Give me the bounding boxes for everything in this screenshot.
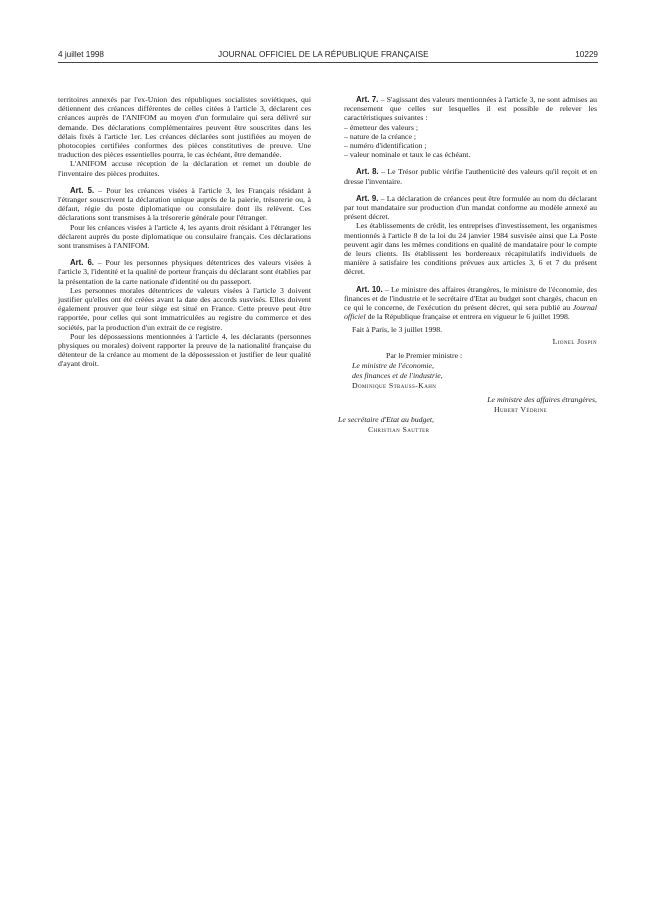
article-6 bbox=[58, 258, 311, 286]
article-8 bbox=[344, 167, 597, 185]
article-7 bbox=[344, 95, 597, 123]
fait-a-paris: Fait à Paris, le 3 juillet 1998. bbox=[352, 325, 443, 335]
minister-economy-title-2: des finances et de l'industrie, bbox=[352, 371, 443, 381]
paragraph: Pour les dépossessions mentionnées à l'article 4, les déclarants (personnes physiques ou morales) doivent rapporter la preuve de la nationalité française du détenteur de la créance au moment de la dépossession et justifier de leur qualité d'ayant droit. bbox=[58, 331, 311, 369]
secretary-budget-title: Le secrétaire d'Etat au budget, bbox=[338, 415, 435, 425]
list-item: – valeur nominale et taux le cas échéant. bbox=[344, 150, 471, 160]
article-label: Art. 9. bbox=[356, 193, 379, 203]
article-label: Art. 6. bbox=[70, 258, 94, 268]
article-label: Art. 8. bbox=[356, 167, 379, 177]
article-text: – Le Trésor public vérifie l'authenticité des valeurs qu'il reçoit et en dresse l'inventaire. bbox=[344, 167, 597, 186]
list-item: – émetteur des valeurs ; bbox=[344, 122, 419, 132]
secretary-budget-name: Christian Sautter bbox=[368, 425, 430, 435]
signer-prime-minister: Lionel Jospin bbox=[552, 337, 597, 347]
article-text: – La déclaration de créances peut être formulée au nom du déclarant par tout mandataire sur production d'un mandat conforme au modèle annexé au présent décret. bbox=[344, 193, 597, 222]
minister-economy-title-1: Le ministre de l'économie, bbox=[352, 361, 434, 371]
article-label: Art. 10. bbox=[356, 284, 383, 294]
article-text-end: de la République française et entrera en vigueur le 6 juillet 1998. bbox=[365, 312, 570, 322]
article-5 bbox=[58, 186, 311, 223]
minister-economy-name: Dominique Strauss-Kahn bbox=[352, 381, 437, 391]
paragraph: Pour les créances visées à l'article 4, les ayants droit résidant à l'étranger les déclarent auprès du poste diplomatique ou consulaire français. Ces déclarations sont transmises à l'ANIFOM. bbox=[58, 222, 311, 251]
minister-foreign-affairs-name: Hubert Védrine bbox=[494, 405, 548, 415]
right-column bbox=[338, 95, 598, 435]
left-column bbox=[58, 95, 311, 369]
article-text: – Pour les créances visées à l'article 3, les Français résidant à l'étranger souscrivent la déclaration unique auprès de la paierie, trésorerie ou, à défaut, régie du poste diplomatique ou consulaire dont ils relèvent. Ces déclarations sont transmises à la trésorerie générale pour l'étranger. bbox=[58, 185, 311, 223]
signature-block bbox=[338, 325, 597, 435]
characteristics-list bbox=[344, 123, 597, 160]
header-rule bbox=[58, 62, 598, 63]
header-page-number: 10229 bbox=[575, 50, 598, 59]
article-text: – S'agissant des valeurs mentionnées à l'article 3, ne sont admises au recensement que celles sur lesquelles il est possible de relever les caractéristiques suivantes : bbox=[344, 95, 597, 123]
minister-foreign-affairs-title: Le ministre des affaires étrangères, bbox=[487, 395, 597, 405]
list-item: – nature de la créance ; bbox=[344, 131, 417, 141]
article-10 bbox=[344, 285, 597, 322]
header-date: 4 juillet 1998 bbox=[58, 50, 104, 59]
par-premier-ministre: Par le Premier ministre : bbox=[386, 351, 463, 361]
article-text: – Le ministre des affaires étrangères, le ministre de l'économie, des finances et de l'industrie et le secrétaire d'Etat au budget sont chargés, chacun en ce qui le concerne, de l'exécution du présent décret, qui sera publié au bbox=[344, 284, 598, 313]
paragraph: L'ANIFOM accuse réception de la déclaration et remet un double de l'inventaire des pièces produites. bbox=[58, 159, 311, 178]
paragraph: territoires annexés par l'ex-Union des républiques socialistes soviétiques, qui détiennent des créances différentes de celles citées à l'article 3, déclarent ces créances auprès de l'ANIFOM au moyen d'un formulaire qui sera délivré sur demande. Des déclarations complémentaires peuvent être souscrites dans les délais fixés à l'article 1er. Les créances déclarées sont justifiées au moyen de photocopies certifiées conformes des pièces constitutives de preuve. Une traduction des pièces essentielles pourra, le cas échéant, être demandée. bbox=[58, 95, 311, 160]
article-text: – Pour les personnes physiques détentrices des valeurs visées à l'article 3, l'identité et la qualité de porteur français du déclarant sont établies par la présentation de la carte nationale d'identité ou du passeport. bbox=[58, 258, 311, 286]
journal-officiel-italic: Journal officiel bbox=[344, 303, 597, 322]
paragraph: Les personnes morales détentrices de valeurs visées à l'article 3 doivent justifier qu'elles ont été créées avant la date des accords susvisés. Elles doivent également prouver que leur siège est situé en France. Cette preuve peut être rapportée, pour celles qui sont immatriculées au registre du commerce et des sociétés, par la production d'un extrait de ce registre. bbox=[58, 285, 311, 332]
list-item: – numéro d'identification ; bbox=[344, 141, 427, 151]
article-label: Art. 7. bbox=[356, 95, 379, 104]
paragraph: Les établissements de crédit, les entreprises d'investissement, les organismes mentionnés à l'article 8 de la loi du 24 janvier 1984 susvisée ainsi que La Poste peuvent agir dans les mêmes conditions en qualité de mandataire pour le compte de leurs clients. Ils établissent les bordereaux récapitulatifs individuels de manière à satisfaire les conditions prévues aux articles 3, 6 et 7 du présent décret. bbox=[344, 221, 597, 277]
article-label: Art. 5. bbox=[70, 185, 95, 195]
article-9 bbox=[344, 194, 597, 222]
header-journal-title: JOURNAL OFFICIEL DE LA RÉPUBLIQUE FRANÇAISE bbox=[218, 50, 429, 59]
